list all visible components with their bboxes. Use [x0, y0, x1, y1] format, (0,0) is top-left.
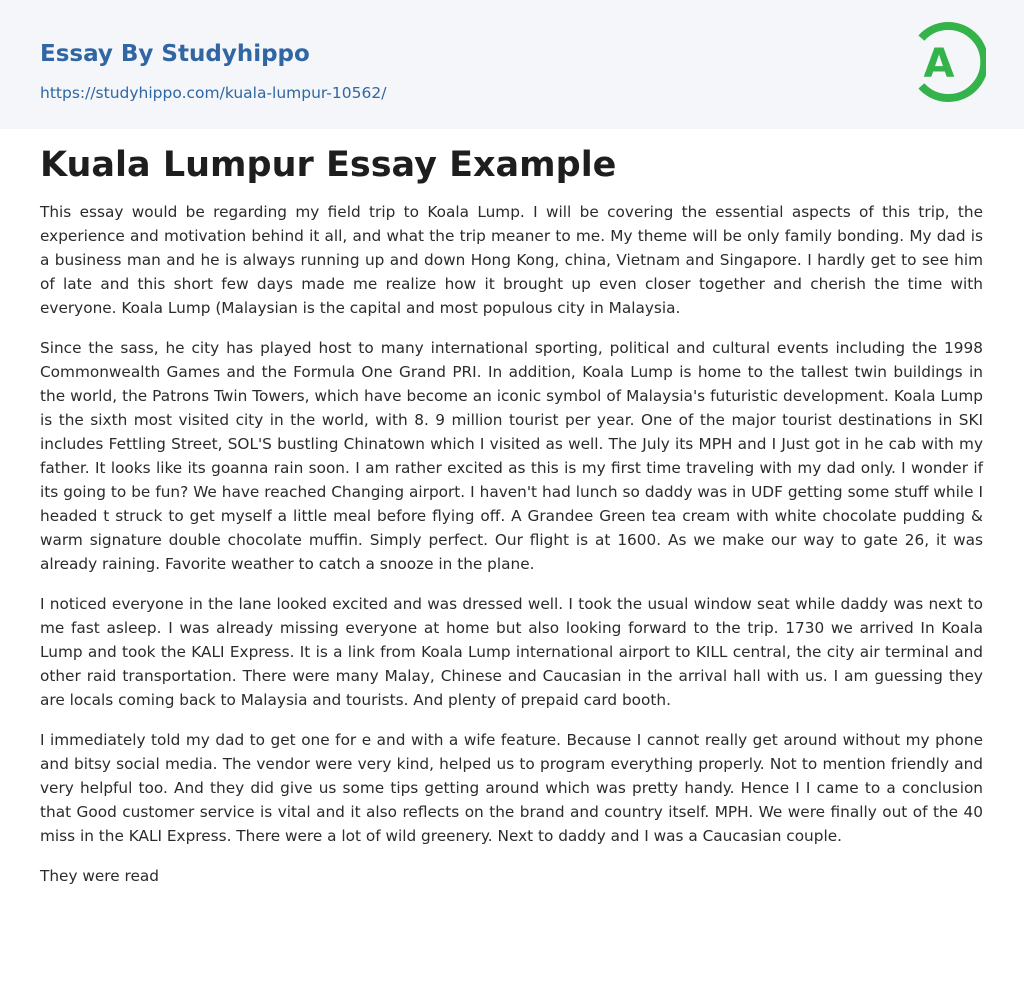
essay-paragraph: They were read: [40, 867, 159, 885]
essay-url-link[interactable]: https://studyhippo.com/kuala-lumpur-10562/: [40, 84, 387, 102]
logo-letter: A: [923, 41, 955, 87]
brand-title[interactable]: Essay By Studyhippo: [40, 41, 310, 67]
essay-paragraph: Since the sass, he city has played host to many international sporting, political and cultural events including the 1998 Commonwealth Games and the Formula One Grand PRI. In addition, Koala Lump is home to the tallest twin buildings in the world, the Patrons Twin Towers, which have become an iconic symbol of Malaysia's futuristic development. Koala Lump is the sixth most visited city in the world, with 8. 9 million tourist per year. One of the major tourist destinations in SKI includes Fettling Street, SOL'S bustling Chinatown which I visited as well. The July its MPH and I Just got in he cab with my father. It looks like its goanna rain soon. I am rather excited as this is my first time traveling with my dad only. I wonder if its going to be fun? We have reached Changing airport. I haven't had lunch so daddy was in UDF getting some stuff while I headed t struck to get myself a little meal before flying off. A Grandee Green tea cream with white chocolate pudding & warm signature double chocolate muffin. Simply perfect. Our flight is at 1600. As we make our way to gate 26, it was already raining. Favorite weather to catch a snooze in the plane.: [40, 339, 983, 573]
essay-body: [40, 200, 983, 904]
studyhippo-logo-icon[interactable]: [912, 20, 986, 104]
site-header: [0, 0, 1024, 129]
essay-paragraph: This essay would be regarding my field trip to Koala Lump. I will be covering the essential aspects of this trip, the experience and motivation behind it all, and what the trip meaner to me. My theme will be only family bonding. My dad is a business man and he is always running up and down Hong Kong, china, Vietnam and Singapore. I hardly get to see him of late and this short few days made me realize how it brought up even closer together and cherish the time with everyone. Koala Lump (Malaysian is the capital and most populous city in Malaysia.: [40, 203, 983, 317]
essay-paragraph: I immediately told my dad to get one for e and with a wife feature. Because I cannot really get around without my phone and bitsy social media. The vendor were very kind, helped us to program everything properly. Not to mention friendly and very helpful too. And they did give us some tips getting around which was pretty handy. Hence I I came to a conclusion that Good customer service is vital and it also reflects on the brand and country itself. MPH. We were finally out of the 40 miss in the KALI Express. There were a lot of wild greenery. Next to daddy and I was a Caucasian couple.: [40, 731, 983, 845]
essay-paragraph: I noticed everyone in the lane looked excited and was dressed well. I took the usual window seat while daddy was next to me fast asleep. I was already missing everyone at home but also looking forward to the trip. 1730 we arrived In Koala Lump and took the KALI Express. It is a link from Koala Lump international airport to KILL central, the city air terminal and other raid transportation. There were many Malay, Chinese and Caucasian in the arrival hall with us. I am guessing they are locals coming back to Malaysia and tourists. And plenty of prepaid card booth.: [40, 595, 983, 709]
page-title: Kuala Lumpur Essay Example: [40, 145, 617, 185]
